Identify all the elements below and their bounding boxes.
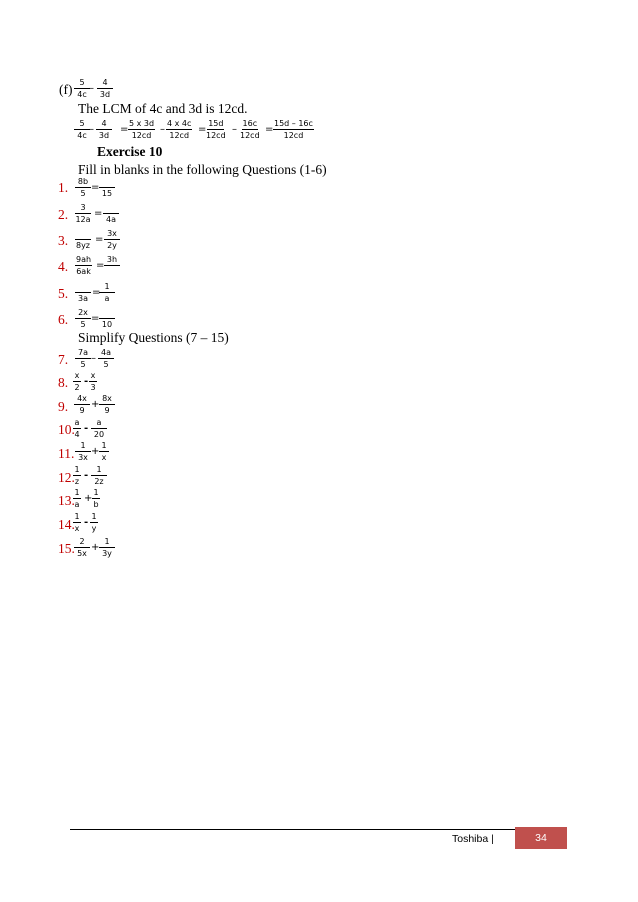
fraction-left (74, 394, 90, 415)
fraction-right (89, 371, 97, 392)
fraction-left (75, 229, 91, 250)
work-fraction-6 (240, 119, 260, 140)
question-number: 3. (58, 233, 69, 248)
fraction-left (73, 465, 81, 486)
numerator: 15d – 16c (274, 119, 313, 128)
denominator: 2 (74, 383, 80, 392)
equals-operator: = (95, 234, 104, 245)
denominator: 8yz (75, 241, 91, 250)
denominator: 4c (77, 90, 87, 99)
exercise-title: Exercise 10 (97, 144, 163, 159)
denominator: 2z (94, 477, 104, 486)
numerator: 15d (208, 119, 224, 128)
fraction-right (104, 255, 120, 276)
denominator: 5 (80, 320, 86, 329)
denominator: a (74, 500, 80, 509)
minus-operator: – (160, 124, 165, 135)
fraction-right (103, 203, 119, 224)
denominator: 9 (79, 406, 85, 415)
denominator: 12cd (240, 131, 260, 140)
numerator: 3x (104, 229, 120, 240)
fraction-left (73, 488, 81, 509)
equals-operator: = (265, 124, 274, 135)
work-fraction-7 (273, 119, 314, 140)
minus-operator: - (84, 376, 89, 387)
question-number: 5. (58, 286, 69, 301)
fraction-left (75, 282, 91, 303)
numerator: x (74, 371, 80, 380)
work-fraction-3 (128, 119, 155, 140)
equals-operator: = (120, 124, 129, 135)
fraction-right (99, 441, 109, 462)
denominator: 12cd (131, 131, 152, 140)
denominator: 12cd (206, 131, 226, 140)
numerator: 1 (91, 465, 107, 476)
item-f-label: (f) (59, 82, 73, 97)
numerator: 8x (99, 394, 115, 405)
fraction-right (99, 394, 115, 415)
plus-operator: + (91, 542, 100, 553)
work-fraction-4 (166, 119, 192, 140)
item-f-fraction-1 (74, 78, 90, 99)
numerator: 1 (99, 537, 115, 548)
denominator: z (74, 477, 80, 486)
numerator-blank (75, 282, 91, 293)
denominator: 4 (74, 430, 80, 439)
fraction-left (75, 255, 92, 276)
denominator: y (91, 524, 97, 533)
equals-operator: = (91, 182, 100, 193)
question-number: 11. (58, 446, 75, 461)
fraction-left (74, 537, 90, 558)
numerator: a (74, 418, 80, 427)
fraction-right (90, 512, 98, 533)
question-number: 7. (58, 352, 69, 367)
numerator: 8b (75, 177, 91, 188)
minus-operator: – (232, 124, 237, 135)
fraction-right (99, 282, 115, 303)
denominator: 3y (102, 549, 112, 558)
numerator: a (91, 418, 107, 429)
denominator: x (101, 453, 107, 462)
denominator: 15 (101, 189, 113, 198)
denominator: 4a (106, 215, 116, 224)
denominator: 5x (77, 549, 87, 558)
denominator-blank (105, 266, 119, 276)
question-number: 9. (58, 399, 69, 414)
denominator: a (104, 294, 110, 303)
numerator: 5 (74, 119, 90, 130)
numerator: 1 (74, 488, 80, 497)
denominator: 12cd (169, 131, 190, 140)
denominator: 3d (99, 90, 111, 99)
question-number: 8. (58, 375, 69, 390)
numerator: 3h (104, 255, 120, 266)
fraction-right (99, 537, 115, 558)
plus-operator: + (91, 446, 100, 457)
work-fraction-5 (206, 119, 226, 140)
denominator: 20 (93, 430, 105, 439)
numerator: 4 x 4c (167, 119, 192, 128)
fraction-left (75, 348, 91, 369)
numerator: 1 (99, 441, 109, 452)
minus-operator: - (84, 470, 89, 481)
numerator: 1 (93, 488, 99, 497)
question-number: 12. (58, 470, 75, 485)
numerator: 5 (74, 78, 90, 89)
fraction-right (92, 488, 100, 509)
numerator: 5 x 3d (129, 119, 155, 128)
fraction-left (73, 418, 81, 439)
numerator: 4 (96, 119, 112, 130)
numerator: 1 (91, 512, 97, 521)
minus-operator: - (84, 517, 89, 528)
numerator: 4 (97, 78, 113, 89)
numerator: 4x (74, 394, 90, 405)
simplify-instruction: Simplify Questions (7 – 15) (78, 330, 229, 345)
numerator: 1 (74, 465, 80, 474)
numerator: 9ah (76, 255, 92, 264)
question-number: 13. (58, 493, 75, 508)
minus-operator: – (91, 353, 96, 364)
denominator: 5 (103, 360, 109, 369)
fraction-left (73, 512, 81, 533)
denominator: b (93, 500, 99, 509)
denominator: 12cd (283, 131, 304, 140)
numerator-blank (99, 308, 115, 319)
denominator: 2y (107, 241, 117, 250)
fraction-left (75, 177, 91, 198)
fraction-left (75, 441, 91, 462)
plus-operator: + (91, 399, 100, 410)
numerator: 1 (99, 282, 115, 293)
denominator: 5 (80, 189, 86, 198)
minus-operator: – (89, 83, 94, 94)
lcm-statement: The LCM of 4c and 3d is 12cd. (78, 101, 248, 116)
numerator: 16c (242, 119, 258, 128)
item-f-fraction-2 (97, 78, 113, 99)
question-number: 15. (58, 541, 75, 556)
question-number: 10. (58, 422, 75, 437)
fraction-right (99, 177, 115, 198)
denominator: 3x (78, 453, 88, 462)
fraction-right (91, 418, 107, 439)
fraction-left (75, 203, 91, 224)
plus-operator: + (84, 493, 93, 504)
equals-operator: = (96, 260, 105, 271)
denominator: 4c (77, 131, 87, 140)
denominator: 6ak (76, 267, 91, 276)
equals-operator: = (94, 208, 103, 219)
fill-instruction: Fill in blanks in the following Questions (1-6) (78, 162, 327, 177)
question-number: 2. (58, 207, 69, 222)
fraction-right (98, 348, 114, 369)
denominator: 3a (78, 294, 88, 303)
numerator: 2 (74, 537, 90, 548)
question-number: 1. (58, 180, 69, 195)
denominator: 10 (101, 320, 113, 329)
numerator: x (90, 371, 96, 380)
fraction-right (104, 229, 120, 250)
fraction-left (73, 371, 81, 392)
numerator: 2x (75, 308, 91, 319)
work-fraction-1 (74, 119, 90, 140)
equals-operator: = (198, 124, 207, 135)
footer-label: Toshiba | (452, 833, 494, 845)
page-number: 34 (515, 827, 567, 849)
numerator-blank (99, 177, 115, 188)
numerator: 1 (74, 512, 80, 521)
equals-operator: = (92, 287, 101, 298)
numerator: 1 (75, 441, 91, 452)
question-number: 14. (58, 517, 75, 532)
numerator: 7a (75, 348, 91, 359)
denominator: 12a (75, 215, 91, 224)
numerator: 3 (75, 203, 91, 214)
denominator: 3d (98, 131, 110, 140)
denominator: x (74, 524, 80, 533)
denominator: 5 (80, 360, 86, 369)
fraction-right (91, 465, 107, 486)
minus-operator: – (89, 124, 94, 135)
numerator: 4a (98, 348, 114, 359)
fraction-right (99, 308, 115, 329)
question-number: 6. (58, 312, 69, 327)
fraction-left (75, 308, 91, 329)
equals-operator: = (91, 313, 100, 324)
denominator: 9 (104, 406, 110, 415)
denominator: 3 (90, 383, 96, 392)
work-fraction-2 (96, 119, 112, 140)
numerator-blank (75, 229, 91, 240)
numerator-blank (103, 203, 119, 214)
question-number: 4. (58, 259, 69, 274)
minus-operator: - (84, 423, 89, 434)
